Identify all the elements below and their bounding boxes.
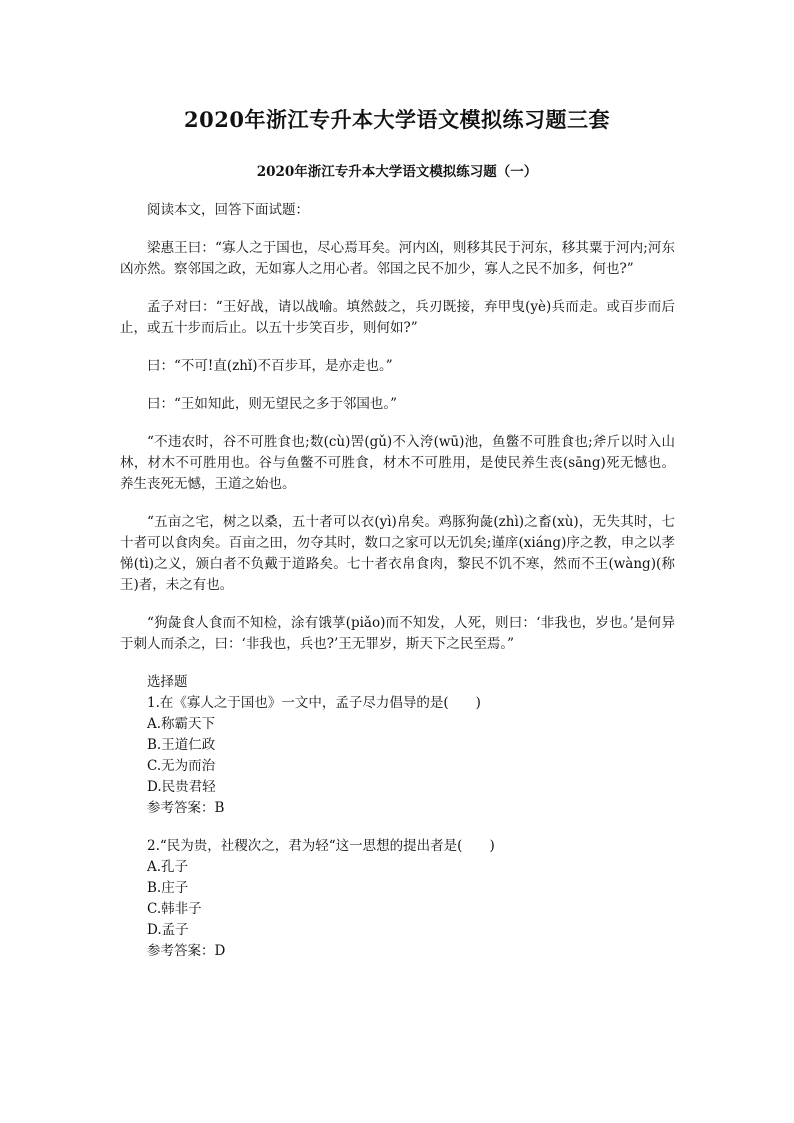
question-option: A.孔子 bbox=[147, 859, 189, 875]
question-option: C.韩非子 bbox=[147, 901, 202, 917]
question-block-1 bbox=[147, 672, 675, 819]
question-stem: 2.“民为贵，社稷次之，君为轻“这一思想的提出者是( ) bbox=[147, 838, 495, 854]
paragraph: “狗彘食人食而不知检，涂有饿莩(piǎo)而不知发，人死，则曰：‘非我也，岁也。’是何异于刺人而杀之，曰：‘非我也，兵也?’王无罪岁，斯天下之民至焉。” bbox=[120, 615, 675, 652]
question-option: C.无为而治 bbox=[147, 758, 216, 774]
paragraph: 梁惠王曰：“寡人之于国也，尽心焉耳矣。河内凶，则移其民于河东，移其粟于河内;河东凶亦然。察邻国之政，无如寡人之用心者。邻国之民不加少，寡人之民不加多，何也?” bbox=[120, 240, 675, 277]
paragraph: “不违农时，谷不可胜食也;数(cù)罟(gǔ)不入洿(wū)池，鱼鳖不可胜食也;斧斤以时入山林，材木不可胜用也。谷与鱼鳖不可胜食，材木不可胜用，是使民养生丧(sāng)死无憾也。养生丧死无憾，王道之始也。 bbox=[120, 434, 675, 492]
paragraph: 曰：“王如知此，则无望民之多于邻国也。” bbox=[147, 396, 398, 412]
answer-key: 参考答案：D bbox=[147, 943, 226, 959]
question-block-2 bbox=[147, 836, 675, 962]
section-label: 选择题 bbox=[147, 674, 188, 690]
question-option: B.王道仁政 bbox=[147, 737, 216, 753]
document-body bbox=[120, 200, 675, 979]
question-option: D.孟子 bbox=[147, 922, 189, 938]
question-stem: 1.在《寡人之于国也》一文中，孟子尽力倡导的是( ) bbox=[147, 695, 481, 711]
reading-instruction: 阅读本文，回答下面试题： bbox=[147, 202, 309, 218]
paragraph: 曰：“不可!直(zhǐ)不百步耳，是亦走也。” bbox=[147, 358, 393, 374]
page-title: 2020年浙江专升本大学语文模拟练习题三套 bbox=[184, 107, 610, 132]
question-option: D.民贵君轻 bbox=[147, 779, 216, 795]
paragraph: 孟子对曰：“王好战，请以战喻。填然鼓之，兵刃既接，弃甲曳(yè)兵而走。或百步而后止，或五十步而后止。以五十步笑百步，则何如?” bbox=[120, 299, 675, 336]
answer-key: 参考答案：B bbox=[147, 800, 225, 816]
question-option: B.庄子 bbox=[147, 880, 189, 896]
question-option: A.称霸天下 bbox=[147, 716, 216, 732]
paragraph: “五亩之宅，树之以桑，五十者可以衣(yì)帛矣。鸡豚狗彘(zhì)之畜(xù)，无失其时，七十者可以食肉矣。百亩之田，勿夺其时，数口之家可以无饥矣;谨庠(xiáng)序之教，申之以孝悌(tì)之义，颁白者不负戴于道路矣。七十者衣帛食肉，黎民不饥不寒，然而不王(wàng)(称王)者，未之有也。 bbox=[120, 514, 675, 593]
page-subtitle: 2020年浙江专升本大学语文模拟练习题（一） bbox=[256, 164, 538, 180]
